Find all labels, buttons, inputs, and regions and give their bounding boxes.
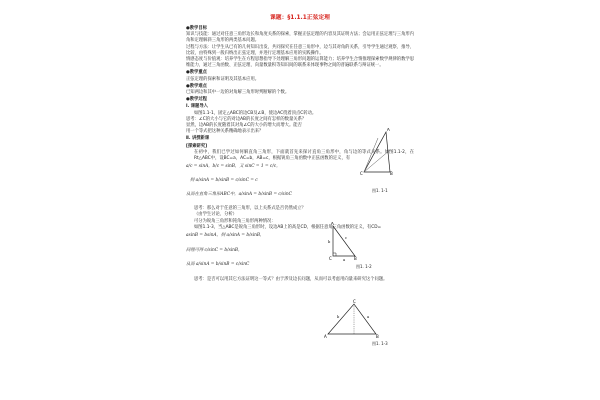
objective-knowledge: 知识与技能：通过对任意三角形边长和角度关系的探索，掌握正弦定理的内容及其证明方法；会运用正弦定理与三角形内角和定理解斜三角形的两类基本问题。 (186, 32, 414, 44)
explore-paragraph-2: 如图1.1-3，当△ABC是锐角三角形时，设边AB上的高是CD，根据任意角三角函数的定义，有CD= (194, 224, 382, 230)
fig2-label-A: A (331, 222, 334, 226)
difficulty-text: 已知两边和其中一边的对角解三角形时判断解的个数。 (186, 90, 290, 96)
step1-heading: Ⅰ. 课题导入 (186, 104, 208, 110)
figure-1-2 (327, 222, 359, 262)
fig2-label-b: b (328, 240, 331, 244)
process-heading: ●教学过程 (186, 97, 207, 103)
objective-attitude: 情感态度与价值观：培养学生在方程思想指导下处理解三角形问题的运算能力；培养学生合情推理探索数学规律的数学思维能力，通过三角函数、正弦定理、向量数量积等知识间的联系来体现事物之间的普遍联系与辩证统一。 (186, 57, 414, 69)
formula-right-triangle-2: 则 a/sinA = b/sinB = c/sinC = c (190, 178, 258, 184)
think-question-1: 思考：∠C的大小与它的对边AB的长度之间有怎样的数量关系？ (186, 116, 307, 122)
think-question-2: 显然，边AB的长度随着其对角∠C的大小的增大而增大。能否 (186, 123, 302, 129)
explore-paragraph-1: 在初中，我们已学过如何解直角三角形，下面就首先来探讨直角三角形中，角与边的等式关系。如图1.1-2，在Rt△ABC中，设BC=a，AC=b，AB=c，根据锐角三角函数中正弦函数的定义，有 (194, 149, 414, 162)
formula-acute-2: 同理可得 c/sinC = b/sinB， (186, 248, 243, 254)
think-question-5: （由学生讨论、分析） (194, 212, 237, 218)
formula-right-triangle-1: a/c = sinA，b/c = sinB，又 sinC = 1 = c/c， (186, 164, 281, 170)
fig3-label-A: A (324, 334, 327, 339)
fig2-label-a: a (343, 258, 346, 262)
think-question-4: 思考：那么对于任意的三角形，以上关系式是否仍然成立？ (194, 206, 306, 212)
figure-1-2-diagram (327, 222, 359, 262)
figure-1-3-diagram (322, 298, 382, 340)
intro-text: 如图1.1-1，固定△ABC的边CB及∠B，使边AC绕着顶点C转动。 (194, 110, 317, 116)
think-question-3: 用一个等式把这种关系精确地表示出来？ (186, 129, 264, 135)
objectives-heading: ●教学目标 (186, 26, 207, 31)
formula-acute-1: asinB = bsinA，则 a/sinA = b/sinB， (186, 233, 265, 239)
difficulty-heading: ●教学难点 (186, 83, 207, 89)
fig1-label-C: C (360, 171, 363, 176)
fig1-label-B: B (390, 171, 393, 176)
think-question-7: 思考：是否可以用其它方法证明这一等式？由于涉及边长问题，从而可以考虑用向量来研究这个问题。 (194, 277, 388, 283)
fig3-label-b: b (337, 315, 340, 319)
formula-right-triangle-3: 从而在直角三角形ABC中，a/sinA = b/sinB = c/sinC (186, 192, 292, 198)
fig3-label-a: a (367, 315, 370, 319)
fig3-label-B: B (376, 334, 379, 339)
fig2-label-c: c (345, 236, 348, 240)
fig2-label-C: C (329, 256, 332, 261)
page-title: 课题：§1.1.1正弦定理 (270, 15, 330, 21)
key-point-heading: ●教学重点 (186, 70, 207, 76)
figure-1-3 (322, 298, 382, 340)
objective-process: 过程与方法：让学生从已有的几何知识出发，共同探究在任意三角形中，边与其对角的关系，引导学生通过观察、推导、比较，由特殊到一般归纳出正弦定理，并进行定理基本应用的实践操作。 (186, 44, 414, 56)
figure-1-1-diagram (360, 128, 394, 176)
explore-heading: [探索研究] (186, 143, 208, 149)
figure-1-1 (360, 128, 394, 176)
step2-heading: Ⅱ. 讲授新课 (186, 136, 210, 142)
fig2-label-B: B (354, 256, 357, 261)
fig1-label-A: A (387, 128, 390, 132)
figure-1-2-caption: 图1. 1-2 (356, 264, 372, 269)
fig3-label-C: C (353, 299, 356, 304)
figure-1-3-caption: 图1. 1-3 (372, 341, 388, 346)
key-point-text: 正弦定理的探索和证明及其基本应用。 (186, 76, 260, 82)
formula-block-2 (186, 231, 414, 277)
figure-1-1-caption: 图1. 1-1 (372, 188, 388, 193)
formula-acute-3: 从而 a/sinA = b/sinB = c/sinC (186, 262, 250, 268)
think-question-6: 可分为锐角三角形和钝角三角形两种情况： (194, 218, 276, 224)
